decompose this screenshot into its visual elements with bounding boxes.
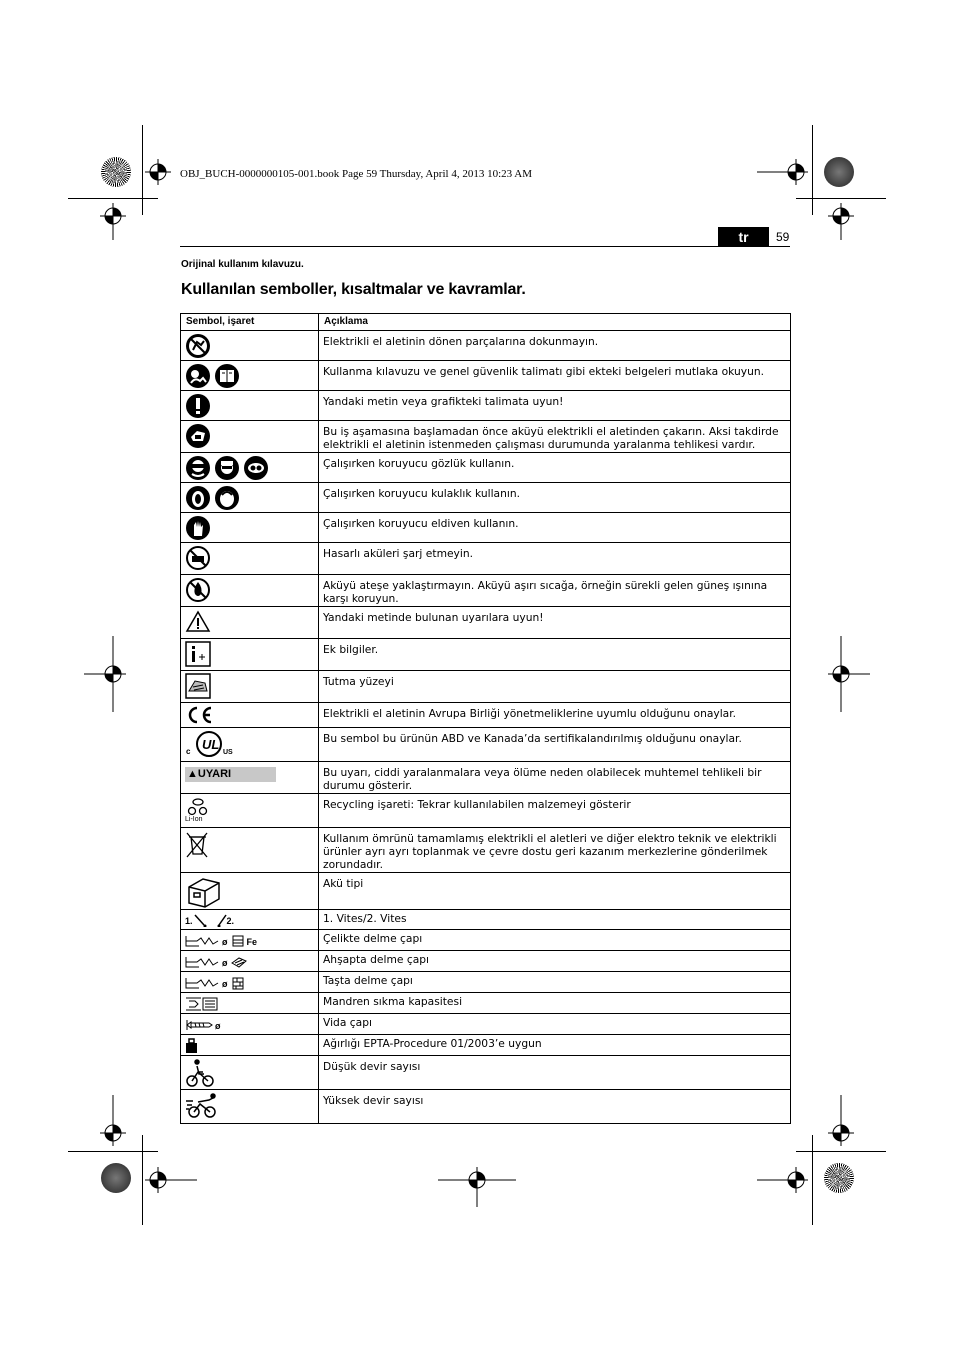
table-row xyxy=(181,391,791,421)
table-row xyxy=(181,513,791,543)
row-description: Bu sembol bu ürünün ABD ve Kanada’da sertifikalandırılmış olduğunu onaylar. xyxy=(319,728,791,762)
row-description: 1. Vites/2. Vites xyxy=(319,910,791,930)
row-description: Yüksek devir sayısı xyxy=(319,1090,791,1124)
warning-label-triangle-icon: ▲ xyxy=(187,768,198,780)
gear-one-label: 1. xyxy=(185,916,193,926)
low-speed-bike-icon xyxy=(185,1058,215,1088)
table-row xyxy=(181,1056,791,1090)
row-description: Ağırlığı EPTA-Procedure 01/2003’e uygun xyxy=(319,1035,791,1056)
gear-select-icon xyxy=(193,913,207,927)
svg-text:US: US xyxy=(223,749,233,756)
row-description: Mandren sıkma kapasitesi xyxy=(319,993,791,1014)
row-description: Yandaki metinde bulunan uyarılara uyun! xyxy=(319,607,791,639)
row-description: Aküyü ateşe yaklaştırmayın. Aküyü aşırı sıcağa, örneğin sürekli gelen güneş ışınına karşı koruyun. xyxy=(319,575,791,607)
row-description: Elektrikli el aletinin dönen parçalarına dokunmayın. xyxy=(319,331,791,361)
table-row xyxy=(181,671,791,703)
drill-wood-icon xyxy=(231,955,247,969)
drill-bit-icon xyxy=(185,976,219,990)
table-row xyxy=(181,993,791,1014)
table-row xyxy=(181,483,791,513)
table-row xyxy=(181,728,791,762)
row-description: Kullanma kılavuzu ve genel güvenlik talimatı gibi ekteki belgeleri mutlaka okuyun. xyxy=(319,361,791,391)
row-description: Çalışırken koruyucu kulaklık kullanın. xyxy=(319,483,791,513)
row-description: Düşük devir sayısı xyxy=(319,1056,791,1090)
info-icon xyxy=(185,641,211,667)
warning-triangle-icon xyxy=(185,609,211,635)
table-row xyxy=(181,607,791,639)
language-tag: tr xyxy=(718,227,769,247)
table-row xyxy=(181,794,791,828)
table-row xyxy=(181,951,791,972)
page-number: 59 xyxy=(776,230,790,244)
header-rule xyxy=(180,246,790,247)
row-description: Recycling işareti: Tekrar kullanılabilen malzemeyi gösterir xyxy=(319,794,791,828)
table-row xyxy=(181,639,791,671)
weight-icon xyxy=(185,1038,199,1054)
earmuff-icon xyxy=(214,485,240,511)
row-description: Elektrikli el aletinin Avrupa Birliği yönetmeliklerine uyumlu olduğunu onaylar. xyxy=(319,703,791,728)
drill-masonry-icon xyxy=(231,976,245,990)
table-row xyxy=(181,421,791,453)
page-title: Kullanılan semboller, kısaltmalar ve kavramlar. xyxy=(181,281,526,298)
grip-surface-icon xyxy=(185,673,211,699)
battery-pack-icon xyxy=(185,875,223,909)
diameter-symbol: ø xyxy=(222,979,228,989)
row-description: Ahşapta delme çapı xyxy=(319,951,791,972)
ear-protection-icon xyxy=(185,485,211,511)
subtitle: Orijinal kullanım kılavuzu. xyxy=(181,259,304,270)
table-row xyxy=(181,1014,791,1035)
gear-two-label: 2. xyxy=(226,916,235,926)
diameter-symbol: ø xyxy=(215,1021,221,1031)
row-description: Akü tipi xyxy=(319,873,791,910)
fe-label: Fe xyxy=(246,937,258,947)
li-ion-label: Li-Ion xyxy=(185,816,203,823)
table-row xyxy=(181,575,791,607)
diameter-symbol: ø xyxy=(222,958,228,968)
table-row xyxy=(181,543,791,575)
row-description: Taşta delme çapı xyxy=(319,972,791,993)
table-row xyxy=(181,930,791,951)
column-header-description: Açıklama xyxy=(319,314,791,331)
table-row xyxy=(181,453,791,483)
mandatory-icon xyxy=(185,393,211,419)
row-description: Tutma yüzeyi xyxy=(319,671,791,703)
manual-book-icon xyxy=(214,363,240,389)
row-description: Ek bilgiler. xyxy=(319,639,791,671)
row-description: Çalışırken koruyucu eldiven kullanın. xyxy=(319,513,791,543)
weee-bin-icon xyxy=(185,830,209,858)
table-header-row xyxy=(181,314,791,331)
table-row xyxy=(181,361,791,391)
svg-text:UL: UL xyxy=(202,737,220,752)
drill-bit-icon xyxy=(185,955,219,969)
diameter-symbol: ø xyxy=(222,937,228,947)
read-manual-icon xyxy=(185,363,211,389)
gloves-icon xyxy=(185,515,211,541)
table-row xyxy=(181,910,791,930)
row-description: Çelikte delme çapı xyxy=(319,930,791,951)
row-description: Bu uyarı, ciddi yaralanmalara veya ölüme neden olabilecek muhtemel tehlikeli bir durumu gösterir. xyxy=(319,762,791,794)
gear-select-icon-2 xyxy=(217,913,227,927)
table-row xyxy=(181,762,791,794)
row-description: Çalışırken koruyucu gözlük kullanın. xyxy=(319,453,791,483)
no-charge-damaged-icon xyxy=(185,545,211,571)
high-speed-bike-icon xyxy=(185,1092,219,1120)
ce-mark-icon xyxy=(185,705,215,725)
symbols-table xyxy=(180,313,791,1124)
row-description: Vida çapı xyxy=(319,1014,791,1035)
face-shield-icon xyxy=(214,455,240,481)
table-row xyxy=(181,1035,791,1056)
row-description: Yandaki metin veya grafikteki talimata uyun! xyxy=(319,391,791,421)
drill-bit-icon xyxy=(185,934,219,948)
chuck-capacity-icon xyxy=(185,996,219,1012)
cul-us-mark-icon xyxy=(185,730,233,758)
table-row xyxy=(181,331,791,361)
drill-steel-icon xyxy=(231,934,245,948)
screw-diameter-icon xyxy=(185,1018,213,1032)
recycling-icon xyxy=(185,796,211,818)
safety-glasses-icon xyxy=(185,455,211,481)
table-row xyxy=(181,1090,791,1124)
file-header: OBJ_BUCH-0000000105-001.book Page 59 Thursday, April 4, 2013 10:23 AM xyxy=(180,168,532,180)
warning-label-text: UYARI xyxy=(197,768,232,780)
no-fire-icon xyxy=(185,577,211,603)
table-row xyxy=(181,703,791,728)
no-touch-rotating-icon xyxy=(185,333,211,359)
table-row xyxy=(181,873,791,910)
row-description: Bu iş aşamasına başlamadan önce aküyü elektrikli el aletinden çakarın. Aksi takdirde elektrikli el aletinin istenmeden çalışması durumunda yaralanma tehlikesi vardır. xyxy=(319,421,791,453)
goggles-icon xyxy=(243,455,269,481)
row-description: Hasarlı aküleri şarj etmeyin. xyxy=(319,543,791,575)
row-description: Kullanım ömrünü tamamlamış elektrikli el aletleri ve diğer elektro teknik ve elektrikli ürünler ayrı ayrı toplanmak ve çevre dostu geri kazanım merkezlerine gönderilmek zorundadır. xyxy=(319,828,791,873)
svg-text:c: c xyxy=(186,747,191,756)
table-row xyxy=(181,972,791,993)
remove-battery-icon xyxy=(185,423,211,449)
warning-label-icon xyxy=(185,767,276,782)
table-row xyxy=(181,828,791,873)
column-header-symbol: Sembol, işaret xyxy=(181,314,319,331)
